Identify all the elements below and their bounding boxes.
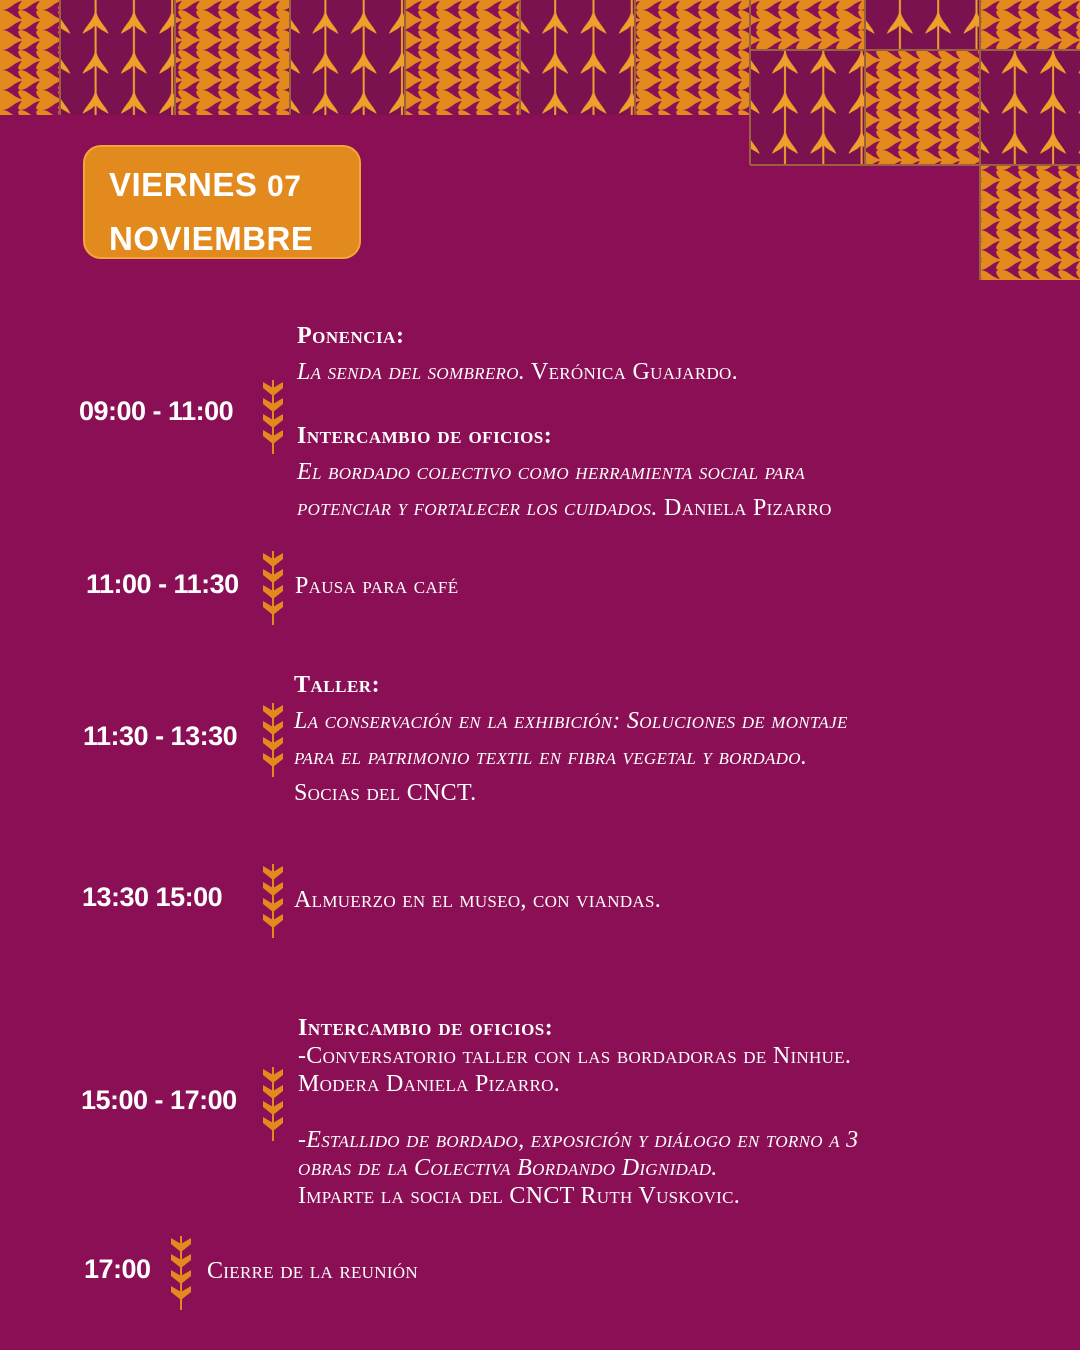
item-title: La senda del sombrero. <box>297 359 526 385</box>
date-badge <box>83 145 361 259</box>
time-slot-2: 11:00 - 11:30 <box>86 569 239 599</box>
time-slot-5: 15:00 - 17:00 <box>81 1085 237 1115</box>
item-title: El bordado colectivo como herramienta social para <box>297 459 806 485</box>
wheat-icon <box>261 551 285 625</box>
item-heading: Intercambio de oficios: <box>297 423 553 449</box>
item-title: -Estallido de bordado, exposición y diálogo en torno a 3 <box>298 1127 859 1153</box>
item-title: Pausa para café <box>295 573 459 599</box>
schedule-item-3 <box>294 667 848 811</box>
item-speaker: Modera Daniela Pizarro. <box>298 1071 561 1097</box>
schedule-item-2 <box>295 568 458 604</box>
schedule-item-5 <box>298 1014 858 1210</box>
schedule-item-4 <box>294 882 661 918</box>
day-number: 07 <box>267 170 302 203</box>
item-title: -Conversatorio taller con las bordadoras de Ninhue. <box>298 1043 852 1069</box>
item-speaker: Imparte la socia del CNCT Ruth Vuskovic. <box>298 1183 741 1209</box>
item-heading: Intercambio de oficios: <box>298 1015 554 1041</box>
month-name: NOVIEMBRE <box>109 220 314 257</box>
time-slot-3: 11:30 - 13:30 <box>83 721 238 751</box>
item-title: La conservación en la exhibición: Soluciones de montaje <box>294 708 848 734</box>
wheat-icon <box>261 703 285 777</box>
wheat-icon <box>261 864 285 938</box>
day-name: VIERNES <box>109 166 258 203</box>
schedule-item-6 <box>207 1253 418 1289</box>
item-speaker: Socias del CNCT. <box>294 780 477 806</box>
item-speaker: Daniela Pizarro <box>657 495 832 521</box>
item-heading: Ponencia: <box>297 323 405 349</box>
wheat-icon <box>169 1236 193 1310</box>
schedule-item-1 <box>297 318 832 526</box>
time-slot-4: 13:30 15:00 <box>82 882 223 912</box>
item-heading: Taller: <box>294 672 381 698</box>
wheat-icon <box>261 1067 285 1141</box>
wheat-icon <box>261 380 285 454</box>
time-slot-6: 17:00 <box>84 1254 151 1284</box>
item-title: Cierre de la reunión <box>207 1258 418 1284</box>
item-speaker: Verónica Guajardo. <box>525 359 738 385</box>
time-slot-1: 09:00 - 11:00 <box>79 396 234 426</box>
item-title: Almuerzo en el museo, con viandas. <box>294 887 662 913</box>
item-title: obras de la Colectiva Bordando Dignidad. <box>298 1155 718 1181</box>
item-title: potenciar y fortalecer los cuidados. <box>297 495 658 521</box>
item-title: para el patrimonio textil en fibra vegetal y bordado. <box>294 744 808 770</box>
